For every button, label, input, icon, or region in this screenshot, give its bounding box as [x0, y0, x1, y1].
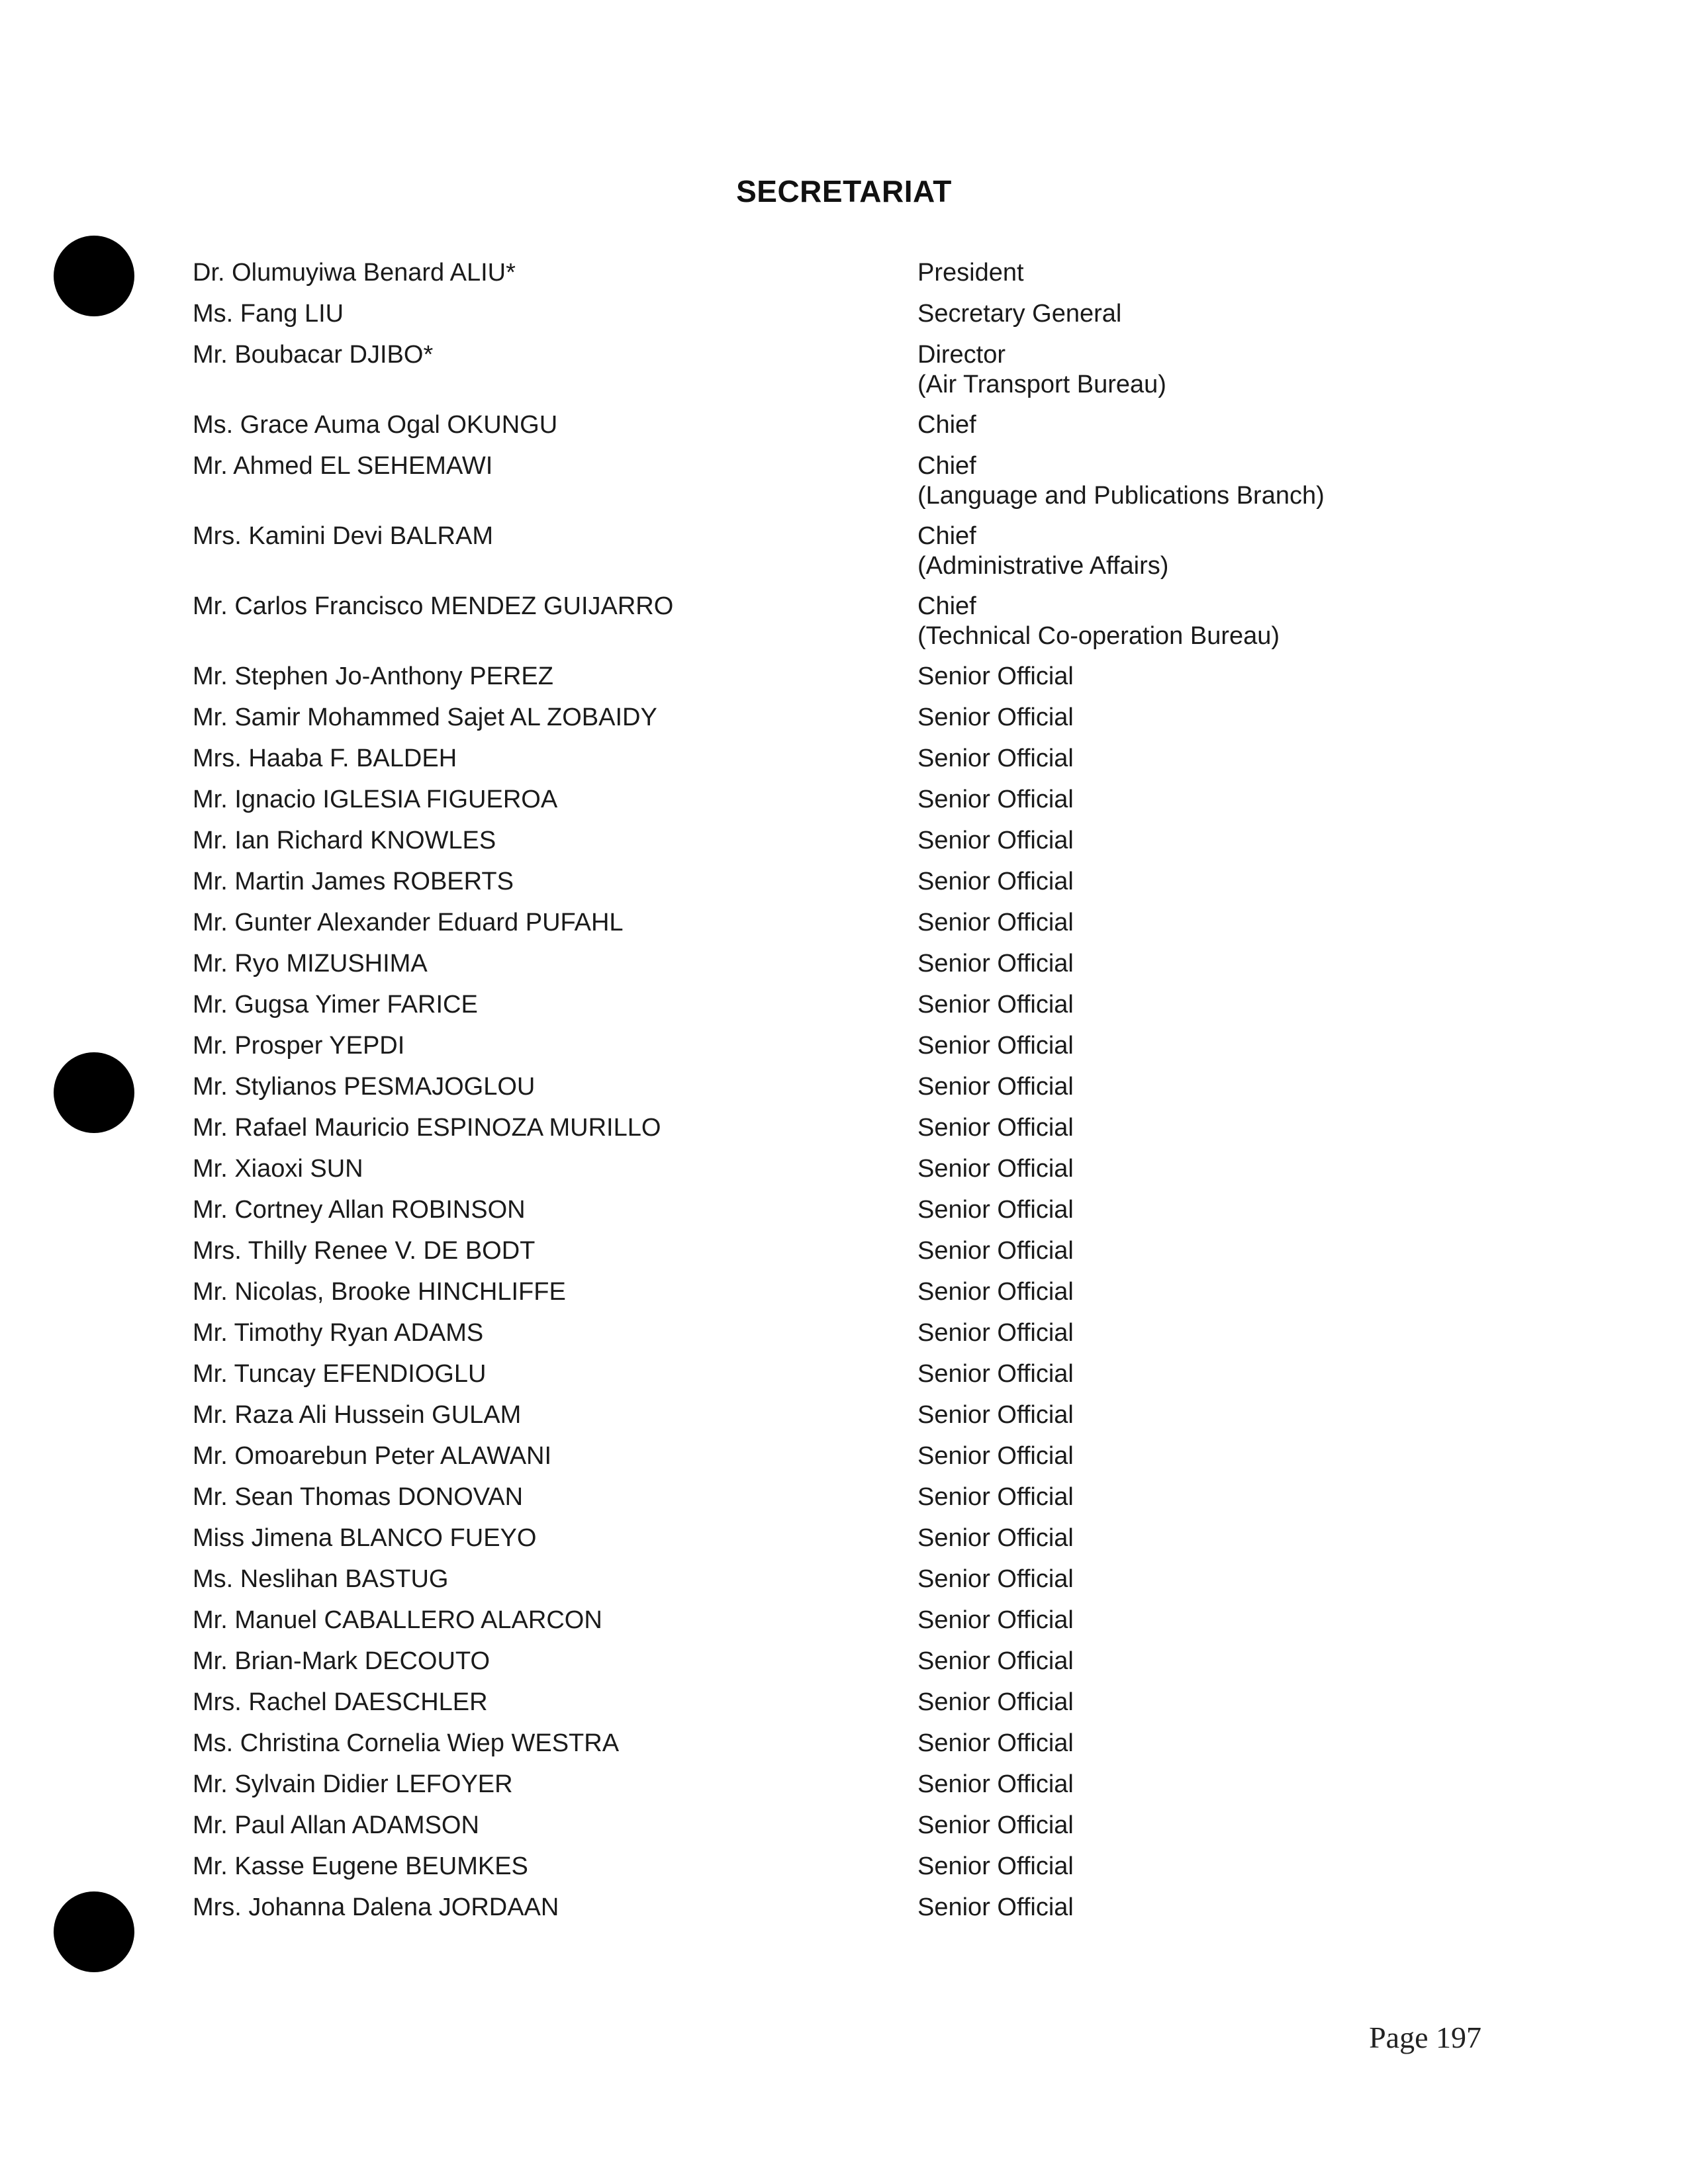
member-position — [917, 1729, 1550, 1758]
roster-row — [193, 1031, 1550, 1072]
member-position — [917, 340, 1550, 400]
position-title: Senior Official — [917, 1483, 1074, 1511]
member-name: Mr. Timothy Ryan ADAMS — [193, 1319, 484, 1347]
position-title: Senior Official — [917, 1442, 1074, 1470]
position-title: Senior Official — [917, 868, 1074, 895]
roster-row — [193, 1606, 1550, 1647]
member-position — [917, 1031, 1550, 1061]
member-position — [917, 1770, 1550, 1799]
position-title: Senior Official — [917, 1565, 1074, 1593]
position-title: Senior Official — [917, 1360, 1074, 1388]
member-position — [917, 990, 1550, 1020]
member-name: Mr. Sean Thomas DONOVAN — [193, 1483, 524, 1511]
member-position — [917, 1195, 1550, 1225]
member-position — [917, 908, 1550, 938]
member-position — [917, 1688, 1550, 1717]
member-name: Mr. Sylvain Didier LEFOYER — [193, 1770, 513, 1798]
position-title: Chief — [917, 452, 976, 480]
roster-row — [193, 592, 1550, 662]
member-position — [917, 1441, 1550, 1471]
member-name: Mr. Kasse Eugene BEUMKES — [193, 1852, 528, 1880]
roster-row — [193, 1770, 1550, 1811]
position-title: Senior Official — [917, 991, 1074, 1019]
member-name: Mr. Gugsa Yimer FARICE — [193, 991, 478, 1019]
member-name: Mr. Ignacio IGLESIA FIGUEROA — [193, 786, 558, 813]
roster-row — [193, 990, 1550, 1031]
position-title: Senior Official — [917, 1893, 1074, 1921]
roster-row — [193, 785, 1550, 826]
member-name: Dr. Olumuyiwa Benard ALIU* — [193, 259, 516, 287]
roster-row — [193, 340, 1550, 410]
position-title: Senior Official — [917, 1073, 1074, 1101]
position-title: Senior Official — [917, 1770, 1074, 1798]
roster-row — [193, 1277, 1550, 1318]
position-detail: (Air Transport Bureau) — [917, 371, 1166, 398]
position-detail: (Administrative Affairs) — [917, 552, 1169, 580]
member-position — [917, 1318, 1550, 1348]
member-name: Mr. Paul Allan ADAMSON — [193, 1811, 479, 1839]
roster-row — [193, 1400, 1550, 1441]
position-title: Secretary General — [917, 300, 1122, 328]
roster-row — [193, 258, 1550, 299]
position-detail: (Technical Co-operation Bureau) — [917, 622, 1280, 650]
position-title: Senior Official — [917, 1319, 1074, 1347]
member-name: Mr. Stephen Jo-Anthony PEREZ — [193, 662, 553, 690]
roster-row — [193, 1565, 1550, 1606]
roster-row — [193, 662, 1550, 703]
roster-row — [193, 703, 1550, 744]
position-title: Senior Official — [917, 1155, 1074, 1183]
member-position — [917, 867, 1550, 897]
member-name: Ms. Christina Cornelia Wiep WESTRA — [193, 1729, 620, 1757]
roster-row — [193, 1441, 1550, 1482]
member-name: Mr. Omoarebun Peter ALAWANI — [193, 1442, 552, 1470]
member-name: Mrs. Johanna Dalena JORDAAN — [193, 1893, 559, 1921]
position-title: Senior Official — [917, 1647, 1074, 1675]
roster-row — [193, 1072, 1550, 1113]
member-name: Mr. Ahmed EL SEHEMAWI — [193, 452, 493, 480]
member-position — [917, 258, 1550, 288]
roster-row — [193, 299, 1550, 340]
page-number: Page 197 — [1369, 2021, 1481, 2054]
roster-row — [193, 744, 1550, 785]
member-position — [917, 1893, 1550, 1923]
roster-row — [193, 1647, 1550, 1688]
member-position — [917, 1072, 1550, 1102]
member-position — [917, 410, 1550, 440]
member-position — [917, 1811, 1550, 1841]
member-name: Mr. Ian Richard KNOWLES — [193, 827, 496, 854]
member-position — [917, 1277, 1550, 1307]
member-position — [917, 744, 1550, 774]
punch-hole-bottom — [54, 1891, 134, 1972]
position-title: President — [917, 259, 1024, 287]
member-position — [917, 522, 1550, 581]
member-position — [917, 785, 1550, 815]
member-name: Mr. Samir Mohammed Sajet AL ZOBAIDY — [193, 704, 657, 731]
member-name: Mr. Manuel CABALLERO ALARCON — [193, 1606, 602, 1634]
position-title: Chief — [917, 411, 976, 439]
roster-row — [193, 1893, 1550, 1934]
position-title: Chief — [917, 592, 976, 620]
position-title: Senior Official — [917, 1401, 1074, 1429]
position-title: Senior Official — [917, 1811, 1074, 1839]
position-title: Senior Official — [917, 1524, 1074, 1552]
page-title: SECRETARIAT — [736, 174, 952, 208]
roster-row — [193, 908, 1550, 949]
roster-row — [193, 1688, 1550, 1729]
roster-row — [193, 1113, 1550, 1154]
punch-hole-middle — [54, 1052, 134, 1133]
member-position — [917, 1852, 1550, 1882]
member-name: Mr. Ryo MIZUSHIMA — [193, 950, 428, 978]
member-position — [917, 1565, 1550, 1594]
member-name: Mr. Xiaoxi SUN — [193, 1155, 363, 1183]
position-title: Chief — [917, 522, 976, 550]
member-name: Mr. Stylianos PESMAJOGLOU — [193, 1073, 536, 1101]
position-title: Senior Official — [917, 704, 1074, 731]
member-name: Mr. Tuncay EFENDIOGLU — [193, 1360, 487, 1388]
position-title: Senior Official — [917, 786, 1074, 813]
member-name: Mr. Prosper YEPDI — [193, 1032, 405, 1060]
member-name: Ms. Grace Auma Ogal OKUNGU — [193, 411, 558, 439]
member-name: Mr. Raza Ali Hussein GULAM — [193, 1401, 522, 1429]
member-name: Mrs. Rachel DAESCHLER — [193, 1688, 488, 1716]
member-position — [917, 1236, 1550, 1266]
secretariat-roster — [193, 258, 1550, 1934]
member-position — [917, 1647, 1550, 1676]
position-title: Senior Official — [917, 827, 1074, 854]
roster-row — [193, 949, 1550, 990]
position-title: Senior Official — [917, 745, 1074, 772]
member-position — [917, 299, 1550, 329]
member-name: Mr. Cortney Allan ROBINSON — [193, 1196, 526, 1224]
roster-row — [193, 1852, 1550, 1893]
member-position — [917, 1400, 1550, 1430]
position-title: Senior Official — [917, 1237, 1074, 1265]
roster-row — [193, 1236, 1550, 1277]
member-name: Mrs. Haaba F. BALDEH — [193, 745, 457, 772]
member-name: Mr. Gunter Alexander Eduard PUFAHL — [193, 909, 624, 936]
member-name: Ms. Neslihan BASTUG — [193, 1565, 449, 1593]
roster-row — [193, 1318, 1550, 1359]
member-name: Mr. Rafael Mauricio ESPINOZA MURILLO — [193, 1114, 661, 1142]
member-name: Mr. Martin James ROBERTS — [193, 868, 514, 895]
roster-row — [193, 451, 1550, 522]
position-title: Director — [917, 341, 1006, 369]
roster-row — [193, 1482, 1550, 1524]
member-position — [917, 451, 1550, 511]
position-title: Senior Official — [917, 950, 1074, 978]
member-position — [917, 1113, 1550, 1143]
member-position — [917, 703, 1550, 733]
member-name: Mrs. Thilly Renee V. DE BODT — [193, 1237, 536, 1265]
roster-row — [193, 1811, 1550, 1852]
member-name: Ms. Fang LIU — [193, 300, 344, 328]
member-position — [917, 949, 1550, 979]
member-name: Mr. Boubacar DJIBO* — [193, 341, 434, 369]
position-title: Senior Official — [917, 1688, 1074, 1716]
position-title: Senior Official — [917, 1729, 1074, 1757]
position-title: Senior Official — [917, 1278, 1074, 1306]
member-position — [917, 1359, 1550, 1389]
member-name: Mr. Nicolas, Brooke HINCHLIFFE — [193, 1278, 566, 1306]
position-title: Senior Official — [917, 1852, 1074, 1880]
member-position — [917, 1524, 1550, 1553]
roster-row — [193, 867, 1550, 908]
member-name: Miss Jimena BLANCO FUEYO — [193, 1524, 537, 1552]
position-detail: (Language and Publications Branch) — [917, 482, 1325, 510]
punch-hole-top — [54, 236, 134, 316]
member-position — [917, 1606, 1550, 1635]
member-name: Mr. Brian-Mark DECOUTO — [193, 1647, 491, 1675]
position-title: Senior Official — [917, 1114, 1074, 1142]
roster-row — [193, 1524, 1550, 1565]
position-title: Senior Official — [917, 1196, 1074, 1224]
roster-row — [193, 522, 1550, 592]
member-name: Mr. Carlos Francisco MENDEZ GUIJARRO — [193, 592, 674, 620]
roster-row — [193, 1359, 1550, 1400]
position-title: Senior Official — [917, 662, 1074, 690]
member-position — [917, 826, 1550, 856]
position-title: Senior Official — [917, 909, 1074, 936]
roster-row — [193, 1154, 1550, 1195]
roster-row — [193, 826, 1550, 867]
roster-row — [193, 410, 1550, 451]
roster-row — [193, 1729, 1550, 1770]
member-position — [917, 592, 1550, 651]
member-name: Mrs. Kamini Devi BALRAM — [193, 522, 493, 550]
roster-row — [193, 1195, 1550, 1236]
member-position — [917, 1482, 1550, 1512]
position-title: Senior Official — [917, 1606, 1074, 1634]
member-position — [917, 1154, 1550, 1184]
member-position — [917, 662, 1550, 692]
position-title: Senior Official — [917, 1032, 1074, 1060]
